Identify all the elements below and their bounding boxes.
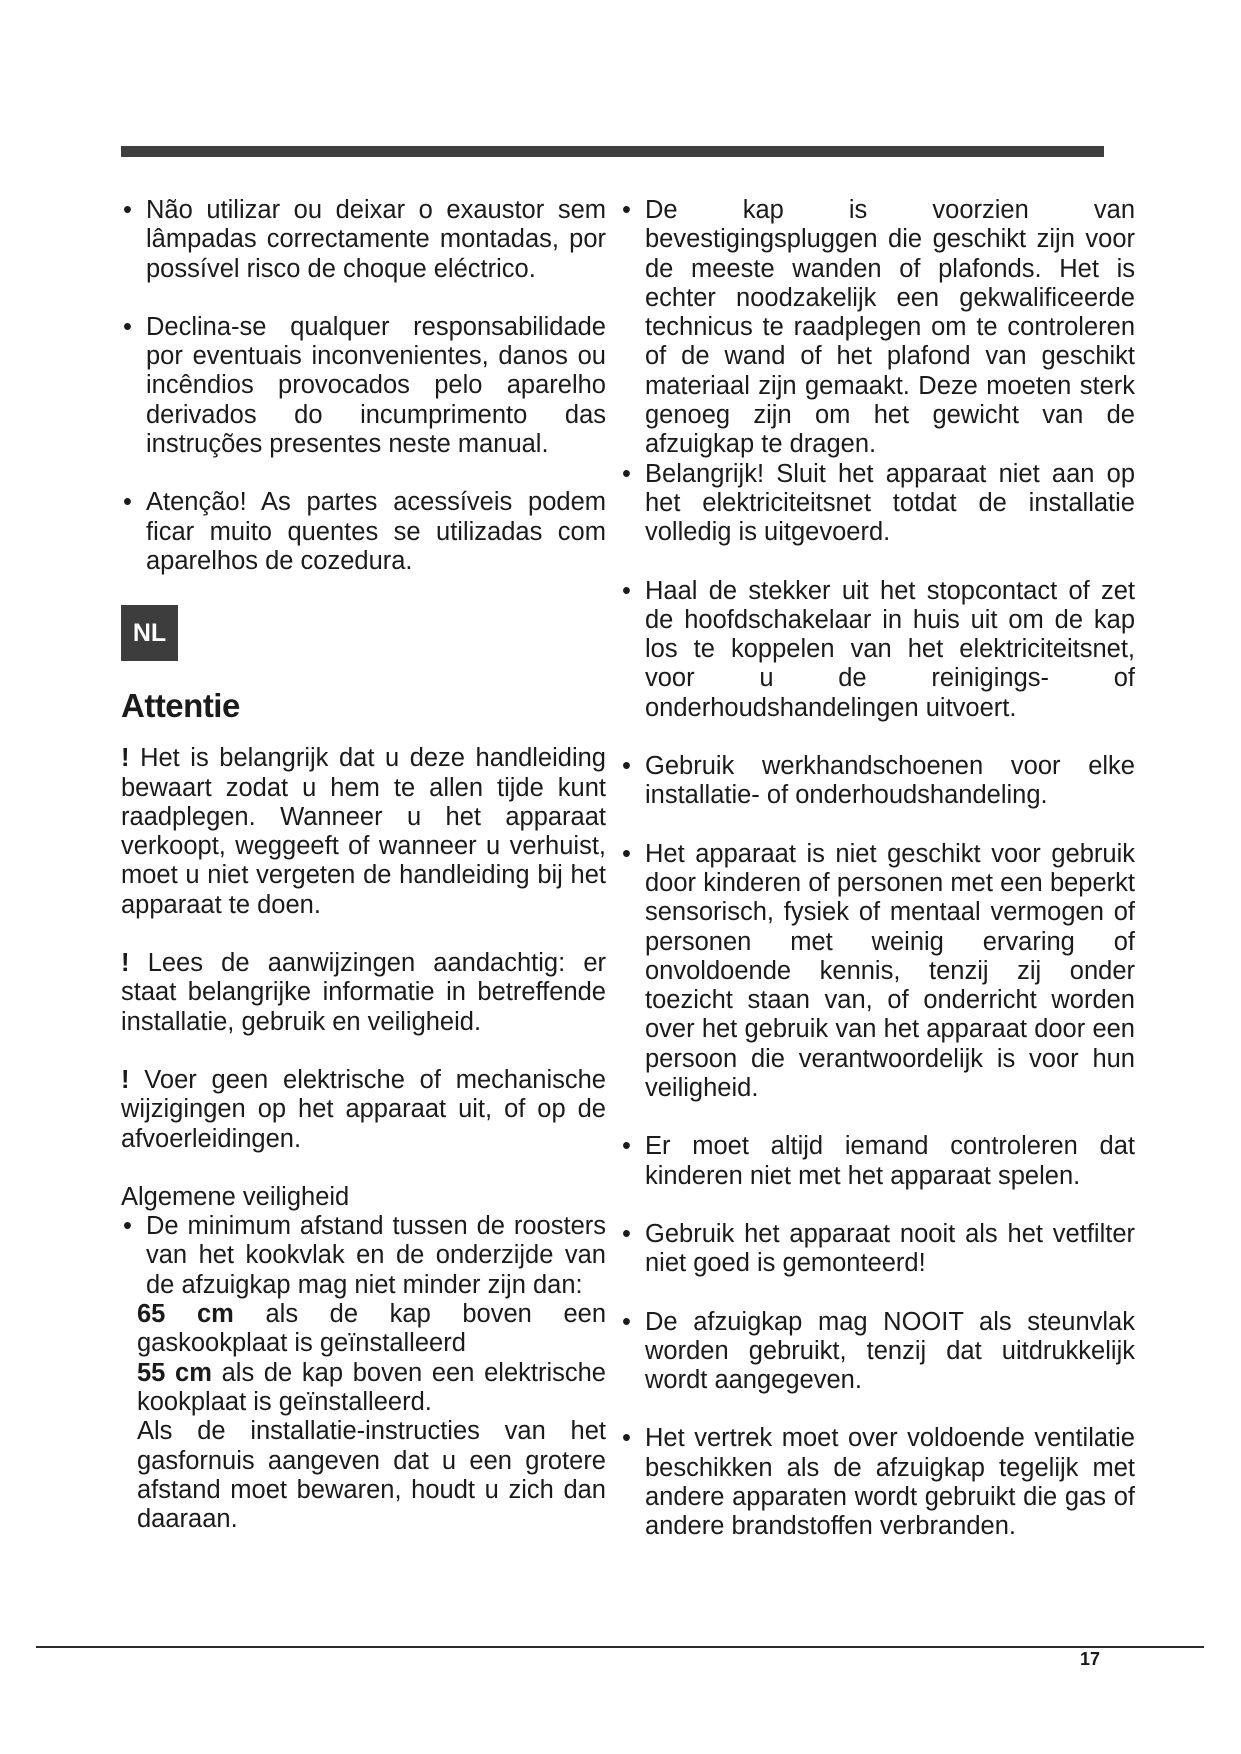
- page-number: 17: [1080, 1649, 1101, 1669]
- nl-bullet-2: • Belangrijk! Sluit het apparaat niet aan op het elektriciteitsnet totdat de installatie volledig is uitgevoerd.: [620, 460, 1135, 548]
- section-heading: Attentie: [121, 687, 240, 725]
- nl-bullet-8: • De afzuigkap mag NOOIT als steunvlak worden gebruikt, tenzij dat uitdrukkelijk wordt aangegeven.: [620, 1308, 1135, 1396]
- exclamation-icon: !: [121, 1065, 130, 1094]
- electric-distance-text: als de kap boven een elektrische kookplaat is geïnstalleerd.: [137, 1358, 606, 1416]
- gas-distance-value: 65 cm: [137, 1300, 234, 1329]
- right-column: [620, 196, 1135, 1542]
- electric-distance-line: [121, 1359, 606, 1418]
- warning-paragraph-1: [121, 744, 606, 920]
- nl-bullet-9: • Het vertrek moet over voldoende ventilatie beschikken als de afzuigkap tegelijk met andere apparaten wordt gebruikt die gas of andere brandstoffen verbranden.: [620, 1424, 1135, 1541]
- nl-bullet-4: • Gebruik werkhandschoenen voor elke installatie- of onderhoudshandeling.: [620, 752, 1135, 811]
- nl-bullet-6: • Er moet altijd iemand controleren dat kinderen niet met het apparaat spelen.: [620, 1132, 1135, 1191]
- warning-text-3: Voer geen elektrische of mechanische wijzigingen op het apparaat uit, of op de afvoerleidingen.: [121, 1065, 606, 1153]
- gas-distance-line: [121, 1300, 606, 1359]
- nl-bullet-5: • Het apparaat is niet geschikt voor gebruik door kinderen of personen met een beperkt sensorisch, fysiek of mentaal vermogen of personen met weinig ervaring of onvoldoende kennis, tenzij zij onder toezicht staan van, of onderricht worden over het gebruik van het apparaat door een persoon die verantwoordelijk is voor hun veiligheid.: [620, 840, 1135, 1104]
- gas-installation-note: Als de installatie-instructies van het gasfornuis aangeven dat u een grotere afstand moet bewaren, houdt u zich dan daaraan.: [137, 1417, 606, 1534]
- header-rule: [121, 146, 1104, 157]
- gas-distance-text: als de kap boven een gaskookplaat is geïnstalleerd: [137, 1300, 607, 1358]
- warning-text-2: Lees de aanwijzingen aandachtig: er staat belangrijke informatie in betreffende installatie, gebruik en veiligheid.: [121, 949, 607, 1036]
- safety-subheading: Algemene veiligheid: [121, 1182, 350, 1211]
- min-distance-bullet: • De minimum afstand tussen de roosters van het kookvlak en de onderzijde van de afzuigkap mag niet minder zijn dan:: [121, 1212, 606, 1300]
- left-column: [121, 196, 606, 1534]
- pt-bullet-3: • Atenção! As partes acessíveis podem ficar muito quentes se utilizadas com aparelhos de cozedura.: [121, 488, 606, 576]
- nl-bullet-7: • Gebruik het apparaat nooit als het vetfilter niet goed is gemonteerd!: [620, 1220, 1135, 1279]
- exclamation-icon: !: [121, 949, 130, 978]
- pt-bullet-2: • Declina-se qualquer responsabilidade por eventuais inconvenientes, danos ou incêndios provocados pelo aparelho derivados do incumprimento das instruções presentes neste manual.: [121, 313, 606, 459]
- electric-distance-value: 55 cm: [137, 1358, 212, 1387]
- warning-paragraph-3: [121, 1066, 606, 1154]
- exclamation-icon: !: [121, 744, 130, 773]
- nl-bullet-1: • De kap is voorzien van bevestigingspluggen die geschikt zijn voor de meeste wanden of plafonds. Het is echter noodzakelijk een gekwalificeerde technicus te raadplegen om te controleren of de wand of het plafond van geschikt materiaal zijn gemaakt. Deze moeten sterk genoeg zijn om het gewicht van de afzuigkap te dragen.: [620, 196, 1135, 460]
- pt-bullet-1: • Não utilizar ou deixar o exaustor sem lâmpadas correctamente montadas, por possível risco de choque eléctrico.: [121, 196, 606, 284]
- warning-paragraph-2: [121, 949, 606, 1037]
- footer-rule: [36, 1646, 1204, 1648]
- language-badge: NL: [121, 605, 178, 661]
- nl-bullet-3: • Haal de stekker uit het stopcontact of zet de hoofdschakelaar in huis uit om de kap los te koppelen van het elektriciteitsnet, voor u de reinigings- of onderhoudshandelingen uitvoert.: [620, 577, 1135, 723]
- warning-text-1: Het is belangrijk dat u deze handleiding bewaart zodat u hem te allen tijde kunt raadplegen. Wanneer u het apparaat verkoopt, weggeeft of wanneer u verhuist, moet u niet vergeten de handleiding bij het apparaat te doen.: [121, 744, 606, 919]
